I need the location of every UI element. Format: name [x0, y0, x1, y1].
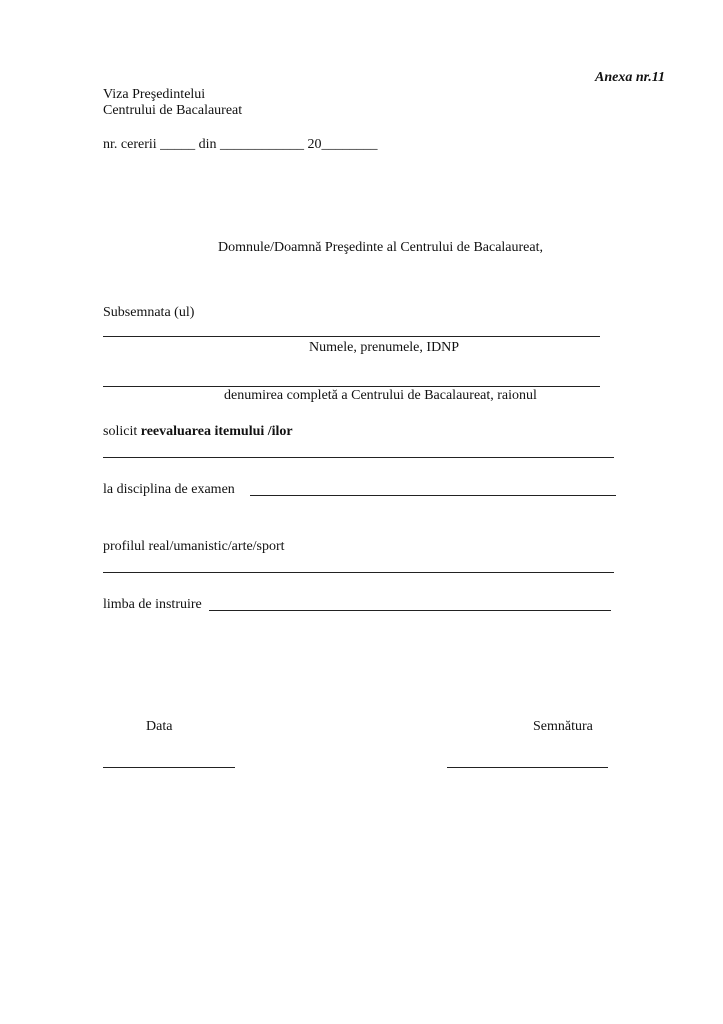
- viza-line-1: Viza Preşedintelui: [103, 87, 206, 102]
- salutation: Domnule/Doamnă Preşedinte al Centrului de Bacalaureat,: [218, 240, 544, 255]
- date-blank[interactable]: ____________: [220, 137, 305, 152]
- disciplina-line[interactable]: [250, 495, 616, 496]
- date-label: Data: [146, 719, 173, 734]
- limba-label: limba de instruire: [103, 597, 202, 612]
- year-blank[interactable]: 20________: [307, 137, 378, 152]
- center-line[interactable]: [103, 386, 600, 387]
- annex-number: Anexa nr.11: [595, 70, 666, 85]
- disciplina-label: la disciplina de examen: [103, 482, 235, 497]
- date-line[interactable]: [103, 767, 235, 768]
- solicit-prefix: solicit: [103, 424, 141, 439]
- nr-blank[interactable]: _____: [160, 137, 196, 152]
- profil-line[interactable]: [103, 572, 614, 573]
- request-number-row: [103, 137, 378, 153]
- solicit-bold: reevaluarea itemului /ilor: [140, 424, 293, 439]
- solicit-line: [103, 424, 293, 440]
- profil-label: profilul real/umanistic/arte/sport: [103, 539, 285, 554]
- din-label: din: [198, 137, 217, 152]
- subsemnat-label: Subsemnata (ul): [103, 305, 195, 320]
- signature-line[interactable]: [447, 767, 608, 768]
- name-line[interactable]: [103, 336, 600, 337]
- limba-line[interactable]: [209, 610, 611, 611]
- nr-label: nr. cererii: [103, 137, 157, 152]
- signature-label: Semnătura: [533, 719, 593, 734]
- center-caption: denumirea completă a Centrului de Bacalaureat, raionul: [224, 388, 537, 403]
- items-line[interactable]: [103, 457, 614, 458]
- name-caption: Numele, prenumele, IDNP: [309, 340, 460, 355]
- viza-line-2: Centrului de Bacalaureat: [103, 103, 243, 118]
